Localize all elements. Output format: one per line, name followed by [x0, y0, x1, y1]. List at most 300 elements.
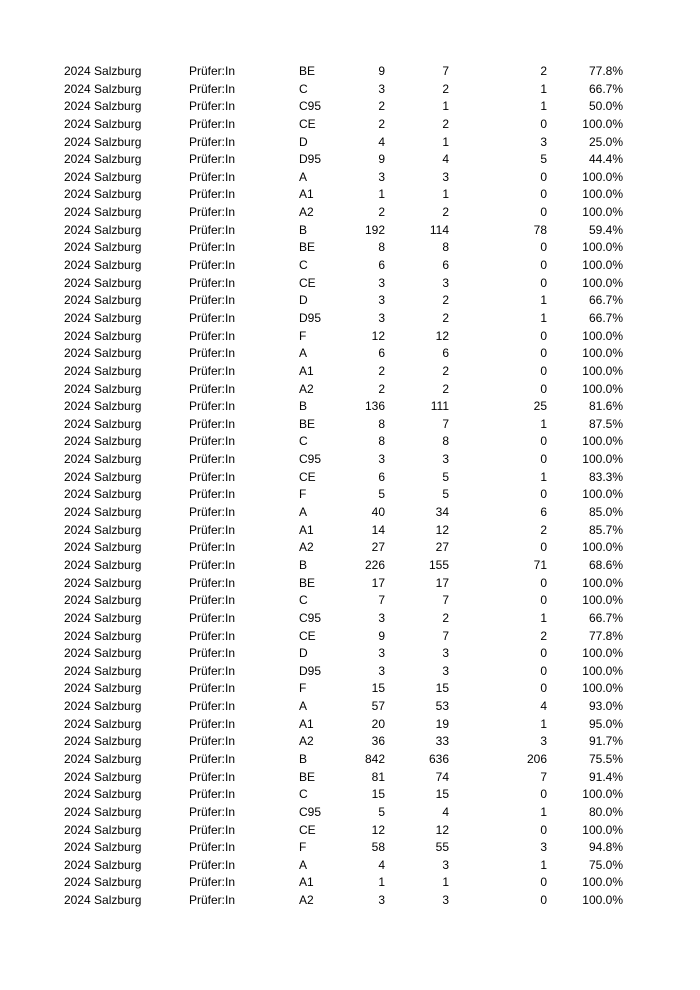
role-cell: Prüfer:In: [189, 628, 236, 643]
table-row: [0, 822, 700, 840]
role-cell: Prüfer:In: [189, 540, 236, 555]
failed-count-cell: 0: [540, 205, 547, 220]
total-count-cell: 6: [378, 258, 385, 273]
total-count-cell: 3: [378, 610, 385, 625]
total-count-cell: 36: [371, 734, 385, 749]
pass-rate-cell: 85.0%: [588, 505, 623, 520]
license-class-cell: CE: [299, 628, 316, 643]
passed-count-cell: 7: [442, 628, 449, 643]
role-cell: Prüfer:In: [189, 469, 236, 484]
license-class-cell: C: [299, 787, 308, 802]
table-row: [0, 416, 700, 434]
role-cell: Prüfer:In: [189, 487, 236, 502]
role-cell: Prüfer:In: [189, 99, 236, 114]
role-cell: Prüfer:In: [189, 205, 236, 220]
failed-count-cell: 206: [526, 751, 547, 766]
license-class-cell: A: [299, 169, 308, 184]
failed-count-cell: 1: [540, 81, 547, 96]
role-cell: Prüfer:In: [189, 875, 236, 890]
location-cell: 2024 Salzburg: [64, 646, 142, 661]
passed-count-cell: 12: [435, 328, 449, 343]
pass-rate-cell: 100.0%: [582, 240, 623, 255]
total-count-cell: 15: [371, 681, 385, 696]
location-cell: 2024 Salzburg: [64, 81, 142, 96]
passed-count-cell: 27: [435, 540, 449, 555]
passed-count-cell: 2: [442, 363, 449, 378]
total-count-cell: 136: [364, 399, 385, 414]
pass-rate-cell: 77.8%: [588, 628, 623, 643]
location-cell: 2024 Salzburg: [64, 804, 142, 819]
location-cell: 2024 Salzburg: [64, 469, 142, 484]
passed-count-cell: 12: [435, 822, 449, 837]
license-class-cell: D: [299, 293, 308, 308]
location-cell: 2024 Salzburg: [64, 293, 142, 308]
total-count-cell: 5: [378, 804, 385, 819]
total-count-cell: 20: [371, 716, 385, 731]
location-cell: 2024 Salzburg: [64, 99, 142, 114]
failed-count-cell: 78: [533, 222, 547, 237]
table-row: [0, 892, 700, 910]
total-count-cell: 3: [378, 893, 385, 908]
pass-rate-cell: 91.7%: [588, 734, 623, 749]
table-row: [0, 451, 700, 469]
license-class-cell: D95: [299, 152, 322, 167]
location-cell: 2024 Salzburg: [64, 628, 142, 643]
passed-count-cell: 53: [435, 699, 449, 714]
total-count-cell: 9: [378, 64, 385, 78]
license-class-cell: BE: [299, 240, 316, 255]
table-row: [0, 716, 700, 734]
table-row: [0, 328, 700, 346]
pass-rate-cell: 44.4%: [588, 152, 623, 167]
location-cell: 2024 Salzburg: [64, 381, 142, 396]
table-row: [0, 575, 700, 593]
failed-count-cell: 0: [540, 258, 547, 273]
pass-rate-cell: 77.8%: [588, 64, 623, 78]
pass-rate-cell: 100.0%: [582, 875, 623, 890]
passed-count-cell: 12: [435, 522, 449, 537]
location-cell: 2024 Salzburg: [64, 346, 142, 361]
location-cell: 2024 Salzburg: [64, 540, 142, 555]
license-class-cell: D: [299, 134, 308, 149]
table-row: [0, 663, 700, 681]
pass-rate-cell: 100.0%: [582, 434, 623, 449]
pass-rate-cell: 100.0%: [582, 275, 623, 290]
pass-rate-cell: 85.7%: [588, 522, 623, 537]
location-cell: 2024 Salzburg: [64, 787, 142, 802]
total-count-cell: 3: [378, 310, 385, 325]
failed-count-cell: 2: [540, 64, 547, 78]
passed-count-cell: 5: [442, 487, 449, 502]
role-cell: Prüfer:In: [189, 452, 236, 467]
passed-count-cell: 1: [442, 134, 449, 149]
table-row: [0, 81, 700, 99]
table-row: [0, 504, 700, 522]
total-count-cell: 4: [378, 134, 385, 149]
table-row: [0, 310, 700, 328]
pass-rate-cell: 100.0%: [582, 169, 623, 184]
role-cell: Prüfer:In: [189, 64, 236, 78]
table-row: [0, 98, 700, 116]
role-cell: Prüfer:In: [189, 346, 236, 361]
total-count-cell: 1: [378, 187, 385, 202]
passed-count-cell: 55: [435, 840, 449, 855]
failed-count-cell: 1: [540, 716, 547, 731]
role-cell: Prüfer:In: [189, 610, 236, 625]
license-class-cell: C: [299, 434, 308, 449]
failed-count-cell: 1: [540, 857, 547, 872]
role-cell: Prüfer:In: [189, 328, 236, 343]
failed-count-cell: 0: [540, 663, 547, 678]
location-cell: 2024 Salzburg: [64, 205, 142, 220]
passed-count-cell: 2: [442, 381, 449, 396]
license-class-cell: C: [299, 258, 308, 273]
license-class-cell: A2: [299, 381, 314, 396]
license-class-cell: A1: [299, 187, 314, 202]
pass-rate-cell: 66.7%: [588, 310, 623, 325]
role-cell: Prüfer:In: [189, 187, 236, 202]
total-count-cell: 3: [378, 81, 385, 96]
role-cell: Prüfer:In: [189, 557, 236, 572]
license-class-cell: C95: [299, 452, 322, 467]
pass-rate-cell: 83.3%: [588, 469, 623, 484]
pass-rate-cell: 100.0%: [582, 452, 623, 467]
role-cell: Prüfer:In: [189, 804, 236, 819]
table-row: [0, 275, 700, 293]
total-count-cell: 3: [378, 646, 385, 661]
failed-count-cell: 1: [540, 804, 547, 819]
failed-count-cell: 0: [540, 787, 547, 802]
pass-rate-cell: 100.0%: [582, 346, 623, 361]
failed-count-cell: 0: [540, 540, 547, 555]
total-count-cell: 15: [371, 787, 385, 802]
role-cell: Prüfer:In: [189, 716, 236, 731]
license-class-cell: F: [299, 328, 307, 343]
location-cell: 2024 Salzburg: [64, 769, 142, 784]
table-row: [0, 433, 700, 451]
location-cell: 2024 Salzburg: [64, 893, 142, 908]
pass-rate-cell: 93.0%: [588, 699, 623, 714]
failed-count-cell: 3: [540, 134, 547, 149]
license-class-cell: D95: [299, 663, 322, 678]
location-cell: 2024 Salzburg: [64, 875, 142, 890]
license-class-cell: CE: [299, 275, 316, 290]
role-cell: Prüfer:In: [189, 416, 236, 431]
total-count-cell: 2: [378, 116, 385, 131]
table-row: [0, 116, 700, 134]
role-cell: Prüfer:In: [189, 787, 236, 802]
passed-count-cell: 111: [430, 399, 449, 414]
location-cell: 2024 Salzburg: [64, 575, 142, 590]
role-cell: Prüfer:In: [189, 293, 236, 308]
passed-count-cell: 3: [442, 857, 449, 872]
total-count-cell: 192: [364, 222, 385, 237]
license-class-cell: C: [299, 593, 308, 608]
license-class-cell: A1: [299, 522, 314, 537]
failed-count-cell: 71: [533, 557, 547, 572]
failed-count-cell: 1: [540, 99, 547, 114]
license-class-cell: D95: [299, 310, 322, 325]
total-count-cell: 17: [371, 575, 385, 590]
license-class-cell: A: [299, 699, 308, 714]
role-cell: Prüfer:In: [189, 81, 236, 96]
total-count-cell: 3: [378, 169, 385, 184]
pass-rate-cell: 100.0%: [582, 575, 623, 590]
license-class-cell: C95: [299, 99, 322, 114]
location-cell: 2024 Salzburg: [64, 487, 142, 502]
failed-count-cell: 0: [540, 487, 547, 502]
table-row: [0, 469, 700, 487]
pass-rate-cell: 100.0%: [582, 893, 623, 908]
role-cell: Prüfer:In: [189, 275, 236, 290]
total-count-cell: 3: [378, 275, 385, 290]
location-cell: 2024 Salzburg: [64, 363, 142, 378]
failed-count-cell: 1: [540, 469, 547, 484]
passed-count-cell: 1: [442, 875, 449, 890]
table-row: [0, 839, 700, 857]
total-count-cell: 57: [371, 699, 385, 714]
license-class-cell: B: [299, 557, 308, 572]
role-cell: Prüfer:In: [189, 593, 236, 608]
role-cell: Prüfer:In: [189, 399, 236, 414]
license-class-cell: A: [299, 505, 308, 520]
table-row: [0, 680, 700, 698]
location-cell: 2024 Salzburg: [64, 751, 142, 766]
total-count-cell: 6: [378, 346, 385, 361]
license-class-cell: B: [299, 399, 308, 414]
role-cell: Prüfer:In: [189, 505, 236, 520]
passed-count-cell: 7: [442, 64, 449, 78]
role-cell: Prüfer:In: [189, 310, 236, 325]
table-row: [0, 398, 700, 416]
table-row: [0, 345, 700, 363]
failed-count-cell: 2: [540, 628, 547, 643]
table-row: [0, 292, 700, 310]
total-count-cell: 8: [378, 416, 385, 431]
passed-count-cell: 6: [442, 346, 449, 361]
failed-count-cell: 0: [540, 328, 547, 343]
passed-count-cell: 2: [442, 116, 449, 131]
pass-rate-cell: 100.0%: [582, 663, 623, 678]
location-cell: 2024 Salzburg: [64, 240, 142, 255]
failed-count-cell: 3: [540, 840, 547, 855]
license-class-cell: D: [299, 646, 308, 661]
passed-count-cell: 15: [435, 787, 449, 802]
total-count-cell: 12: [371, 822, 385, 837]
license-class-cell: F: [299, 681, 307, 696]
table-row: [0, 592, 700, 610]
table-row: [0, 786, 700, 804]
pass-rate-cell: 91.4%: [588, 769, 623, 784]
license-class-cell: C95: [299, 804, 322, 819]
table-row: [0, 539, 700, 557]
pass-rate-cell: 66.7%: [588, 81, 623, 96]
role-cell: Prüfer:In: [189, 893, 236, 908]
pass-rate-cell: 100.0%: [582, 205, 623, 220]
role-cell: Prüfer:In: [189, 381, 236, 396]
location-cell: 2024 Salzburg: [64, 416, 142, 431]
passed-count-cell: 33: [435, 734, 449, 749]
table-row: [0, 645, 700, 663]
pass-rate-cell: 68.6%: [588, 557, 623, 572]
total-count-cell: 2: [378, 205, 385, 220]
role-cell: Prüfer:In: [189, 751, 236, 766]
location-cell: 2024 Salzburg: [64, 593, 142, 608]
location-cell: 2024 Salzburg: [64, 399, 142, 414]
table-row: [0, 804, 700, 822]
pass-rate-cell: 100.0%: [582, 258, 623, 273]
role-cell: Prüfer:In: [189, 240, 236, 255]
license-class-cell: B: [299, 751, 308, 766]
failed-count-cell: 0: [540, 681, 547, 696]
failed-count-cell: 1: [540, 610, 547, 625]
role-cell: Prüfer:In: [189, 840, 236, 855]
role-cell: Prüfer:In: [189, 116, 236, 131]
pass-rate-cell: 66.7%: [588, 293, 623, 308]
passed-count-cell: 74: [435, 769, 449, 784]
pass-rate-cell: 80.0%: [588, 804, 623, 819]
table-row: [0, 134, 700, 152]
location-cell: 2024 Salzburg: [64, 64, 142, 78]
license-class-cell: A1: [299, 875, 314, 890]
passed-count-cell: 1: [442, 99, 449, 114]
failed-count-cell: 0: [540, 434, 547, 449]
pass-rate-cell: 75.5%: [588, 751, 623, 766]
passed-count-cell: 4: [442, 804, 449, 819]
table-row: [0, 522, 700, 540]
failed-count-cell: 0: [540, 646, 547, 661]
total-count-cell: 12: [371, 328, 385, 343]
license-class-cell: BE: [299, 575, 316, 590]
table-row: [0, 628, 700, 646]
pass-rate-cell: 59.4%: [588, 222, 623, 237]
license-class-cell: CE: [299, 822, 316, 837]
total-count-cell: 4: [378, 857, 385, 872]
license-class-cell: A: [299, 346, 308, 361]
table-row: [0, 486, 700, 504]
location-cell: 2024 Salzburg: [64, 610, 142, 625]
total-count-cell: 58: [371, 840, 385, 855]
failed-count-cell: 4: [540, 699, 547, 714]
passed-count-cell: 2: [442, 293, 449, 308]
license-class-cell: A1: [299, 716, 314, 731]
role-cell: Prüfer:In: [189, 134, 236, 149]
passed-count-cell: 3: [442, 169, 449, 184]
failed-count-cell: 0: [540, 363, 547, 378]
passed-count-cell: 7: [442, 593, 449, 608]
pass-rate-cell: 100.0%: [582, 787, 623, 802]
table-row: [0, 363, 700, 381]
table-row: [0, 769, 700, 787]
failed-count-cell: 7: [540, 769, 547, 784]
total-count-cell: 1: [378, 875, 385, 890]
table-row: [0, 204, 700, 222]
license-class-cell: A2: [299, 540, 314, 555]
passed-count-cell: 2: [442, 610, 449, 625]
pass-rate-cell: 100.0%: [582, 822, 623, 837]
failed-count-cell: 0: [540, 875, 547, 890]
location-cell: 2024 Salzburg: [64, 187, 142, 202]
location-cell: 2024 Salzburg: [64, 275, 142, 290]
role-cell: Prüfer:In: [189, 822, 236, 837]
table-row: [0, 733, 700, 751]
passed-count-cell: 7: [442, 416, 449, 431]
location-cell: 2024 Salzburg: [64, 857, 142, 872]
pass-rate-cell: 75.0%: [588, 857, 623, 872]
failed-count-cell: 1: [540, 293, 547, 308]
role-cell: Prüfer:In: [189, 769, 236, 784]
license-class-cell: A: [299, 857, 308, 872]
passed-count-cell: 2: [442, 81, 449, 96]
license-class-cell: A2: [299, 205, 314, 220]
total-count-cell: 9: [378, 152, 385, 167]
passed-count-cell: 3: [442, 646, 449, 661]
total-count-cell: 842: [364, 751, 385, 766]
pass-rate-cell: 87.5%: [588, 416, 623, 431]
passed-count-cell: 114: [429, 222, 449, 237]
passed-count-cell: 3: [442, 452, 449, 467]
total-count-cell: 5: [378, 487, 385, 502]
table-row: [0, 381, 700, 399]
pass-rate-cell: 81.6%: [588, 399, 623, 414]
license-class-cell: A1: [299, 363, 314, 378]
passed-count-cell: 17: [435, 575, 449, 590]
failed-count-cell: 0: [540, 593, 547, 608]
failed-count-cell: 1: [540, 416, 547, 431]
license-class-cell: BE: [299, 769, 316, 784]
role-cell: Prüfer:In: [189, 646, 236, 661]
pass-rate-cell: 100.0%: [582, 593, 623, 608]
pass-rate-cell: 100.0%: [582, 681, 623, 696]
failed-count-cell: 0: [540, 275, 547, 290]
license-class-cell: B: [299, 222, 308, 237]
location-cell: 2024 Salzburg: [64, 557, 142, 572]
table-row: [0, 63, 700, 81]
license-class-cell: CE: [299, 469, 316, 484]
location-cell: 2024 Salzburg: [64, 152, 142, 167]
location-cell: 2024 Salzburg: [64, 258, 142, 273]
license-class-cell: CE: [299, 116, 316, 131]
pass-rate-cell: 100.0%: [582, 187, 623, 202]
table-row: [0, 751, 700, 769]
table-row: [0, 857, 700, 875]
role-cell: Prüfer:In: [189, 152, 236, 167]
pass-rate-cell: 100.0%: [582, 487, 623, 502]
table-row: [0, 151, 700, 169]
location-cell: 2024 Salzburg: [64, 681, 142, 696]
total-count-cell: 3: [378, 293, 385, 308]
passed-count-cell: 34: [435, 505, 449, 520]
passed-count-cell: 1: [442, 187, 449, 202]
total-count-cell: 3: [378, 663, 385, 678]
passed-count-cell: 3: [442, 893, 449, 908]
pass-rate-cell: 100.0%: [582, 540, 623, 555]
passed-count-cell: 155: [428, 557, 449, 572]
location-cell: 2024 Salzburg: [64, 434, 142, 449]
total-count-cell: 81: [371, 769, 385, 784]
location-cell: 2024 Salzburg: [64, 134, 142, 149]
location-cell: 2024 Salzburg: [64, 663, 142, 678]
total-count-cell: 40: [371, 505, 385, 520]
pass-rate-cell: 25.0%: [588, 134, 623, 149]
location-cell: 2024 Salzburg: [64, 716, 142, 731]
table-row: [0, 257, 700, 275]
role-cell: Prüfer:In: [189, 258, 236, 273]
failed-count-cell: 0: [540, 240, 547, 255]
role-cell: Prüfer:In: [189, 734, 236, 749]
location-cell: 2024 Salzburg: [64, 699, 142, 714]
passed-count-cell: 3: [442, 275, 449, 290]
